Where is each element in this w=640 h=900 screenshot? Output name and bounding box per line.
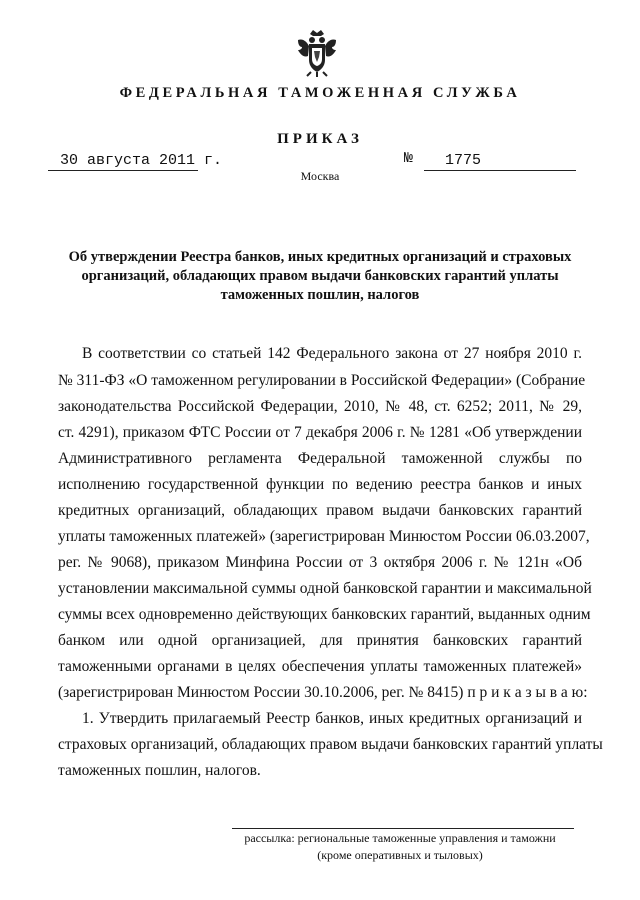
coat-of-arms-icon	[294, 28, 340, 78]
body-line: № 311-ФЗ «О таможенном регулировании в Российской Федерации» (Собрание	[58, 372, 586, 389]
order-subject	[60, 248, 580, 305]
body-line: кредитных организаций, обладающих правом выдачи банковских гарантий	[58, 502, 582, 519]
number-sign: №	[404, 150, 414, 167]
body-line: ст. 4291), приказом ФТС России от 7 декабря 2006 г. № 1281 «Об утверждении	[58, 424, 582, 441]
footer-divider	[232, 828, 574, 829]
body-line: В соответствии со статьей 142 Федерального закона от 27 ноября 2010 г.	[82, 345, 582, 362]
body-line: Административного регламента Федеральной таможенной службы по	[58, 450, 582, 467]
organization-name: ФЕДЕРАЛЬНАЯ ТАМОЖЕННАЯ СЛУЖБА	[119, 85, 521, 101]
body-line: 1. Утвердить прилагаемый Реестр банков, иных кредитных организаций и	[82, 710, 582, 727]
body-line: исполнению государственной функции по ведению реестра банков и иных	[58, 476, 582, 493]
document-type-title: ПРИКАЗ	[277, 131, 363, 147]
distribution-note	[220, 830, 580, 864]
distribution-line: рассылка: региональные таможенные управления и таможни	[244, 831, 556, 845]
body-line: таможенных пошлин, налогов.	[58, 762, 261, 779]
body-line: таможенными органами в целях обеспечения уплаты таможенных платежей»	[58, 658, 582, 675]
body-line: (зарегистрирован Минюстом России 30.10.2006, рег. № 8415) п р и к а з ы в а ю:	[58, 684, 588, 701]
order-date: 30 августа 2011 г.	[60, 152, 223, 169]
distribution-line: (кроме оперативных и тыловых)	[317, 848, 483, 862]
subject-line: таможенных пошлин, налогов	[220, 287, 420, 303]
order-number: 1775	[445, 152, 482, 169]
body-line: установлении максимальной суммы одной банковской гарантии и максимальной	[58, 580, 592, 597]
body-line: уплаты таможенных платежей» (зарегистрирован Минюстом России 06.03.2007,	[58, 528, 590, 545]
body-line: суммы всех одновременно действующих банковских гарантий, выданных одним	[58, 606, 591, 623]
subject-line: организаций, обладающих правом выдачи банковских гарантий уплаты	[81, 268, 559, 284]
body-line: законодательства Российской Федерации, 2010, № 48, ст. 6252; 2011, № 29,	[58, 398, 582, 415]
city-name: Москва	[300, 169, 340, 183]
body-line: страховых организаций, обладающих правом выдачи банковских гарантий уплаты	[58, 736, 603, 753]
subject-line: Об утверждении Реестра банков, иных кредитных организаций и страховых	[68, 249, 572, 265]
body-line: банком или одной организацией, для принятия банковских гарантий	[58, 632, 582, 649]
body-line: рег. № 9068), приказом Минфина России от 3 октября 2006 г. № 121н «Об	[58, 554, 582, 571]
